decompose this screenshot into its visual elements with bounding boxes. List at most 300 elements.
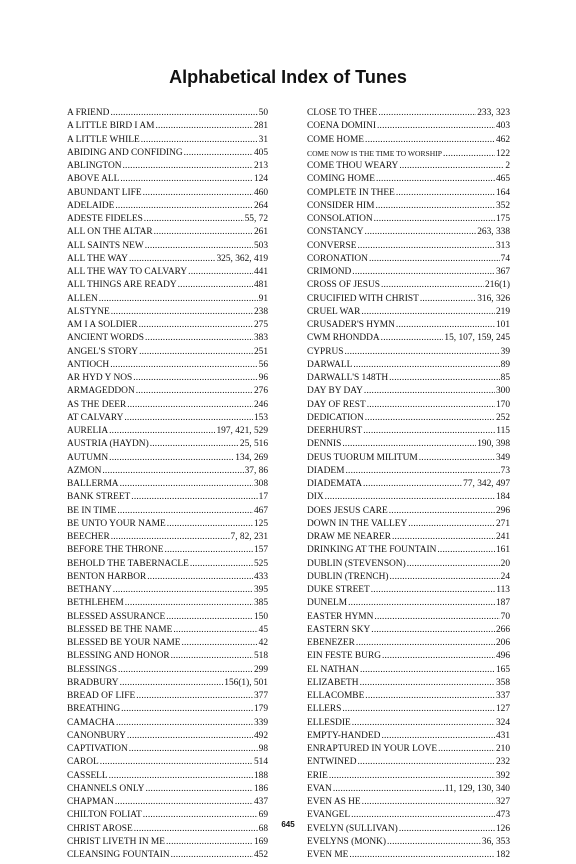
tune-name: ANCIENT WORDS [67,333,144,344]
tune-name: A LITTLE BIRD I AM [67,121,155,132]
tune-name: COME NOW IS THE TIME TO WORSHIP [307,148,443,158]
index-entry [67,597,268,610]
dot-leader [381,279,484,292]
dot-leader [124,412,253,425]
dot-leader [367,399,495,412]
dot-leader [144,213,244,226]
tune-name: ALSTYNE [67,306,110,317]
tune-name: A LITTLE WHILE [67,134,140,145]
tune-name: CRUCIFIED WITH CHRIST [307,293,419,304]
index-entry [67,783,268,796]
dot-leader [136,690,253,703]
dot-leader [371,624,495,637]
page-reference: 101 [495,320,510,330]
index-entry [307,770,510,783]
tune-name: ENTWINED [307,757,357,768]
dot-leader [166,836,253,849]
index-entry [67,147,268,160]
page-reference: 122 [495,148,510,159]
index-entry [67,187,268,200]
tune-name: ABOVE ALL [67,174,120,185]
index-entry [307,187,510,200]
page-reference: 503 [253,240,268,251]
index-entry [67,425,268,438]
tune-name: EIN FESTE BURG [307,651,381,662]
index-entry [307,253,510,266]
dot-leader [113,584,253,597]
page-reference: 210 [495,744,510,754]
dot-leader [371,584,496,597]
tune-name: ABIDING AND CONFIDING [67,147,183,158]
tune-name: DARWALL'S 148TH [307,373,389,383]
index-entry [307,452,510,465]
page-reference: 206 [495,638,510,648]
tune-name: ABLINGTON [67,161,122,171]
dot-leader [362,796,495,809]
tune-name: BENTON HARBOR [67,571,147,582]
tune-name: CONSOLATION [307,214,373,224]
page-reference: 316, 326 [477,293,510,304]
dot-leader [356,637,495,650]
index-entry [307,571,510,584]
page-reference: 31 [258,134,268,145]
index-entry [307,836,510,849]
index-entry [67,518,268,531]
tune-name: ADELAIDE [67,200,115,211]
dot-leader [165,544,253,557]
tune-name: CAMACHA [67,717,115,728]
index-entry [67,293,268,306]
page-number: 645 [281,820,295,829]
tune-name: BLESSED BE YOUR NAME [67,638,181,648]
dot-leader [110,359,257,372]
index-entry [67,438,268,451]
page-title: Alphabetical Index of Tunes [169,67,407,87]
tune-name: CLOSE TO THEE [307,108,378,118]
tune-name: DEDICATION [307,412,364,423]
page-reference: 170 [495,399,510,410]
tune-name: BETHANY [67,585,112,595]
index-entry [67,399,268,412]
index-entry [307,730,510,743]
index-entry [307,359,510,372]
dot-leader [399,160,504,173]
index-entry [307,425,510,438]
dot-leader [365,134,495,147]
dot-leader [123,160,253,173]
dot-leader [437,544,495,557]
dot-leader [378,107,476,120]
dot-leader [382,650,495,663]
tune-name: EVEN AS HE [307,797,361,807]
dot-leader [129,253,216,266]
page-reference: 349 [495,452,510,463]
index-entry [307,438,510,451]
page-reference: 55, 72 [244,214,268,224]
index-entry [307,293,510,306]
index-entry [67,730,268,743]
tune-name: ANGEL'S STORY [67,346,139,357]
index-entry [67,173,268,186]
dot-leader [349,849,495,862]
index-entry [307,200,510,213]
page-reference: 15, 107, 159, 245 [444,333,510,344]
dot-leader [127,730,253,743]
tune-name: DIX [307,492,324,503]
tune-name: DOWN IN THE VALLEY [307,518,408,529]
tune-name: ELIZABETH [307,677,359,688]
dot-leader [167,518,253,531]
tune-name: ALL THE WAY [67,253,128,264]
tune-name: ELLESDIE [307,717,351,728]
index-entry [67,332,268,345]
dot-leader [111,531,230,544]
dot-leader [375,200,494,213]
dot-leader [178,279,253,292]
tune-name: ALL ON THE ALTAR [67,227,153,238]
index-entry [307,783,510,796]
page-reference: 462 [495,134,510,145]
dot-leader [333,783,444,796]
index-entry [307,597,510,610]
page-reference: 431 [495,730,510,741]
index-entry [67,412,268,425]
dot-leader [353,359,499,372]
tune-name: BETHLEHEM [67,598,124,609]
index-entry [307,319,510,332]
page-reference: 153 [253,412,268,423]
page-reference: 299 [253,664,268,675]
page-reference: 514 [253,757,268,768]
index-entry [67,372,268,385]
dot-leader [131,491,257,504]
dot-leader [139,319,253,332]
tune-name: CHANNELS ONLY [67,783,145,794]
page-reference: 339 [253,717,268,728]
dot-leader [419,452,495,465]
dot-leader [392,531,495,544]
page-reference: 96 [258,373,268,383]
index-entry [67,717,268,730]
tune-name: EL NATHAN [307,664,359,675]
dot-leader [147,571,253,584]
tune-name: CLEANSING FOUNTAIN [67,850,170,860]
page-reference: 164 [495,187,510,198]
tune-name: CYPRUS [307,346,344,357]
dot-leader [344,346,499,359]
tune-name: CWM RHONDDA [307,333,380,344]
page-reference: 127 [495,704,510,715]
tune-name: DUKE STREET [307,585,370,595]
index-entry [67,677,268,690]
page-reference: 358 [495,677,510,688]
page-reference: 150 [253,611,268,622]
index-column-left [67,107,268,862]
page-reference: 325, 362, 419 [216,253,268,264]
tune-name: ALL SAINTS NEW [67,240,144,251]
page-reference: 89 [500,359,510,370]
tune-name: CORONATION [307,253,368,264]
tune-name: BEECHER [67,532,110,542]
dot-leader [173,624,257,637]
dot-leader [407,558,500,571]
index-entry [307,491,510,504]
dot-leader [374,213,495,226]
index-entry [307,544,510,557]
page-reference: 77, 342, 497 [463,479,510,489]
tune-name: COMPLETE IN THEE [307,187,395,198]
index-entry [67,690,268,703]
dot-leader [363,478,462,491]
dot-leader [127,399,253,412]
index-entry [67,346,268,359]
tune-name: BANK STREET [67,492,131,503]
index-entry [307,531,510,544]
dot-leader [110,107,257,120]
dot-leader [352,266,495,279]
tune-name: CAPTIVATION [67,744,128,754]
page-reference: 518 [253,651,268,662]
tune-name: CONSTANCY [307,227,364,238]
dot-leader [154,226,253,239]
index-entry [67,240,268,253]
index-entry [307,226,510,239]
index-entry [67,491,268,504]
page-reference: 56 [258,359,268,370]
dot-leader [184,147,253,160]
tune-name: CRIMOND [307,267,352,277]
tune-name: EVEN ME [307,850,349,860]
index-entry [67,849,268,862]
index-entry [67,266,268,279]
tune-name: ERIE [307,770,328,781]
page-reference: 216(1) [485,280,510,291]
page-reference: 261 [253,227,268,238]
tune-name: DRINKING AT THE FOUNTAIN [307,545,437,556]
tune-name: BREAD OF LIFE [67,691,136,701]
page-reference: 433 [253,571,268,582]
index-entry [67,120,268,133]
dot-leader [109,770,253,783]
tune-name: AZMON [67,465,102,476]
tune-name: EVELYN (SULLIVAN) [307,823,398,834]
index-entry [307,213,510,226]
page-reference: 37, 86 [244,465,268,476]
tune-name: AT CALVARY [67,412,124,423]
dot-leader [365,226,477,239]
index-entry [67,650,268,663]
page-reference: 313 [495,240,510,251]
dot-leader [342,703,495,716]
page-reference: 266 [495,624,510,635]
dot-leader [125,597,253,610]
page-reference: 190, 398 [477,439,510,450]
index-entry [67,584,268,597]
dot-leader [129,743,258,756]
dot-leader [360,664,495,677]
tune-name: DUNELM [307,598,348,609]
tune-name: ABUNDANT LIFE [67,187,142,198]
dot-leader [99,293,258,306]
tune-name: BE IN TIME [67,505,117,516]
index-entry [67,558,268,571]
tune-name: AURELIA [67,426,109,436]
tune-name: CHRIST AROSE [67,823,133,834]
page-reference: 69 [258,810,268,821]
tune-name: ALL THE WAY TO CALVARY [67,267,188,277]
dot-leader [389,505,495,518]
page-reference: 157 [253,545,268,556]
index-entry [67,200,268,213]
index-entry [307,134,510,147]
index-entry [307,703,510,716]
index-entry [67,452,268,465]
index-entry [67,505,268,518]
tune-name: DOES JESUS CARE [307,505,388,516]
index-entry [307,120,510,133]
index-entry [307,240,510,253]
page-reference: 98 [258,744,268,754]
index-entry [307,107,510,120]
dot-leader [115,200,253,213]
index-entry [307,849,510,862]
dot-leader [381,730,495,743]
index-entry [307,399,510,412]
tune-name: EMPTY-HANDED [307,730,381,741]
dot-leader [190,558,253,571]
dot-leader [156,120,253,133]
page-reference: 134, 269 [235,452,268,463]
page-reference: 232 [495,757,510,768]
dot-leader [150,438,239,451]
tune-name: BALLERMA [67,479,119,489]
index-entry [67,478,268,491]
page-reference: 115 [496,426,510,436]
index-entry [307,717,510,730]
index-entry [307,558,510,571]
tune-name: AUSTRIA (HAYDN) [67,439,149,450]
page-reference: 156(1), 501 [224,677,268,688]
index-entry [307,796,510,809]
page-reference: 496 [495,651,510,662]
dot-leader [141,134,258,147]
tune-name: COENA DOMINI [307,121,377,132]
index-entry [307,465,510,478]
dot-leader [145,332,253,345]
index-entry [67,134,268,147]
tune-name: BE UNTO YOUR NAME [67,518,166,529]
tune-name: EVAN [307,783,332,794]
page-reference: 405 [253,147,268,158]
index-entry [67,279,268,292]
page-reference: 74 [500,253,510,264]
page-reference: 91 [258,293,268,304]
dot-leader [389,372,500,385]
dot-leader [369,253,500,266]
index-entry [67,796,268,809]
page-reference: 281 [253,121,268,132]
index-entry [307,584,510,597]
dot-leader [420,293,476,306]
dot-leader [188,266,253,279]
index-entry [67,306,268,319]
index-entry [67,319,268,332]
page-reference: 385 [253,598,268,609]
tune-name: DENNIS [307,439,342,450]
page-reference: 165 [495,664,510,675]
index-entry [307,346,510,359]
page-reference: 17 [258,492,268,503]
tune-name: DUBLIN (STEVENSON) [307,558,406,569]
page-reference: 113 [496,585,510,595]
index-entry [307,279,510,292]
page-reference: 352 [495,200,510,211]
tune-name: DRAW ME NEARER [307,532,391,542]
index-entry [67,664,268,677]
page-reference: 73 [500,465,510,476]
index-entry [307,147,510,160]
tune-name: AR HYD Y NOS [67,373,133,383]
tune-name: DEERHURST [307,426,363,436]
tune-name: BLESSED ASSURANCE [67,611,166,622]
page-reference: 367 [495,267,510,277]
tune-name: EVANGEL [307,810,351,821]
tune-name: DAY BY DAY [307,386,363,397]
index-entry [67,226,268,239]
page-reference: 276 [253,386,268,397]
page-reference: 465 [495,174,510,185]
tune-name: EVELYNS (MONK) [307,836,386,847]
tune-name: BRADBURY [67,677,119,688]
dot-leader [376,173,495,186]
dot-leader [357,756,494,769]
dot-leader [116,717,253,730]
page-reference: 275 [253,320,268,330]
tune-name: AS THE DEER [67,399,127,410]
dot-leader [387,836,481,849]
page-reference: 24 [500,571,510,582]
tune-name: EBENEZER [307,638,355,648]
index-entry [67,160,268,173]
dot-leader [166,611,253,624]
tune-name: CHAPMAN [67,797,114,807]
tune-name: CHRIST LIVETH IN ME [67,836,165,847]
tune-name: DAY OF REST [307,399,366,410]
tune-name: CONSIDER HIM [307,200,375,211]
page-reference: 42 [258,638,268,648]
page-reference: 182 [495,850,510,860]
page-reference: 327 [495,797,510,807]
index-entry [67,611,268,624]
index-entry [67,359,268,372]
tune-name: CRUSADER'S HYMN [307,320,395,330]
page-reference: 395 [253,585,268,595]
dot-leader [171,650,253,663]
tune-name: ANTIOCH [67,359,110,370]
index-entry [307,372,510,385]
tune-name: AUTUMN [67,452,109,463]
dot-leader [360,677,495,690]
page-reference: 251 [253,346,268,357]
page-reference: 187 [495,598,510,609]
index-entry [67,544,268,557]
tune-name: DARWALL [307,359,353,370]
tune-name: EASTERN SKY [307,624,371,635]
tune-name: ALLEN [67,293,98,304]
index-entry [307,478,510,491]
tune-name: ELLACOMBE [307,691,365,701]
index-entry [67,385,268,398]
